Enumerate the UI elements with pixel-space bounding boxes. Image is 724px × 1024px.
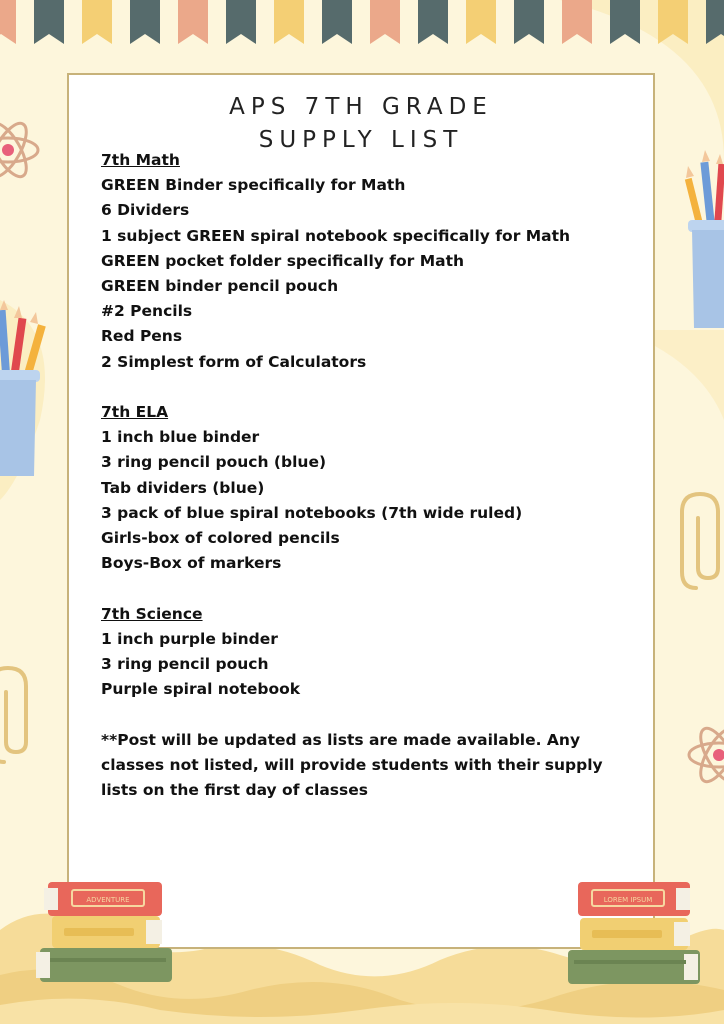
list-item: Boys-Box of markers [101, 554, 282, 573]
pencil-cup-icon [680, 150, 724, 330]
title-line-2: SUPPLY LIST [258, 127, 464, 153]
atom-icon [0, 105, 48, 195]
list-item: Red Pens [101, 327, 183, 346]
supply-list-content [101, 148, 641, 803]
bunting-flag [562, 0, 592, 44]
section-heading-math: 7th Math [101, 151, 180, 169]
list-item: 3 pack of blue spiral notebooks (7th wide ruled) [101, 503, 523, 522]
bunting-flag [418, 0, 448, 44]
section-heading-science: 7th Science [101, 604, 203, 623]
supply-list-sheet [67, 73, 655, 949]
bunting-flag [322, 0, 352, 44]
list-item: 3 ring pencil pouch [101, 655, 269, 674]
bunting-flag [658, 0, 688, 44]
bunting-flag [34, 0, 64, 44]
pencil-cup-icon [0, 300, 50, 480]
section-heading-ela: 7th ELA [101, 403, 169, 422]
atom-icon [684, 710, 724, 800]
bunting-flag [274, 0, 304, 44]
list-item: 3 ring pencil pouch (blue) [101, 453, 327, 472]
paperclip-icon [0, 662, 32, 772]
list-item: 6 Dividers [101, 201, 190, 220]
list-item: #2 Pencils [101, 302, 193, 321]
bunting-flag [178, 0, 208, 44]
book-stack-icon [34, 878, 174, 988]
bunting-flag-icon [0, 0, 724, 48]
book-title: ADVENTURE [86, 896, 130, 904]
list-item: GREEN pocket folder specifically for Math [101, 251, 465, 270]
list-item: 1 inch blue binder [101, 428, 260, 447]
bunting-flag [0, 0, 16, 44]
book-title: LOREM IPSUM [603, 896, 653, 904]
list-item: Tab dividers (blue) [101, 478, 265, 497]
title-line-1: APS 7TH GRADE [229, 94, 493, 120]
list-item: 1 inch purple binder [101, 629, 278, 648]
bunting-flag [82, 0, 112, 44]
bunting-flag [514, 0, 544, 44]
bunting-flag [226, 0, 256, 44]
list-item: Purple spiral notebook [101, 680, 301, 699]
paperclip-icon [676, 488, 724, 598]
update-note: **Post will be updated as lists are made available. Any classes not listed, will provide students with their supply lists on the first day of classes [101, 730, 603, 800]
bunting-flag [466, 0, 496, 44]
list-item: 1 subject GREEN spiral notebook specifically for Math [101, 226, 571, 245]
bunting-flag [706, 0, 724, 44]
list-item: GREEN binder pencil pouch [101, 277, 339, 296]
list-item: Girls-box of colored pencils [101, 529, 340, 548]
section-spacer [101, 576, 641, 601]
bunting-flag [370, 0, 400, 44]
book-stack-icon [566, 878, 706, 988]
section-spacer [101, 375, 641, 400]
list-item: GREEN Binder specifically for Math [101, 176, 406, 195]
list-item: 2 Simplest form of Calculators [101, 352, 367, 371]
section-spacer [101, 702, 641, 727]
bunting-flag [610, 0, 640, 44]
bunting-flag [130, 0, 160, 44]
